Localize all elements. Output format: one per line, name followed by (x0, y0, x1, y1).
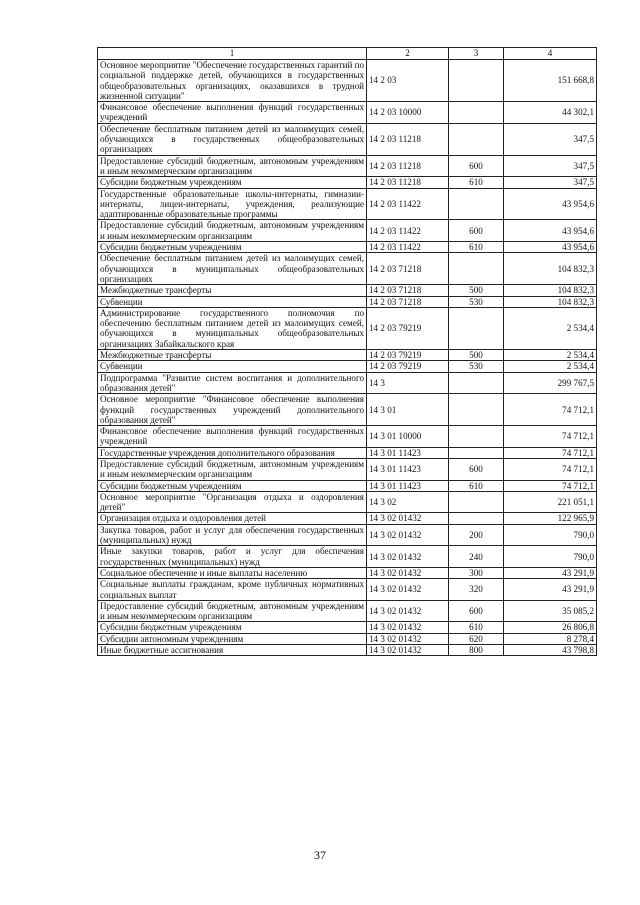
row-name: Предоставление субсидий бюджетным, автономным учреждениям и иным некоммерческим организациям (98, 600, 367, 622)
row-sum: 104 832,3 (504, 285, 597, 296)
table-row (98, 524, 597, 546)
table-row (98, 285, 597, 296)
table-row (98, 60, 597, 102)
row-code: 14 3 01 (367, 394, 449, 426)
row-sum: 74 712,1 (504, 426, 597, 448)
row-code: 14 2 03 11422 (367, 188, 449, 220)
row-sum: 43 954,6 (504, 188, 597, 220)
row-type (449, 426, 504, 448)
row-code: 14 3 (367, 372, 449, 394)
row-code: 14 2 03 71218 (367, 253, 449, 285)
row-code: 14 3 01 11423 (367, 447, 449, 458)
header-col-1: 1 (98, 48, 367, 60)
row-sum: 221 051,1 (504, 491, 597, 513)
row-type (449, 372, 504, 394)
table-row (98, 372, 597, 394)
row-name: Субвенции (98, 296, 367, 307)
row-name: Администрирование государственного полномочия по обеспечению бесплатным питанием детей из малоимущих семей, обучающихся в муниципальных общеобразовательных организациях Забайкальского края (98, 307, 367, 349)
page-number: 37 (314, 848, 326, 862)
row-name: Иные бюджетные ассигнования (98, 645, 367, 656)
row-code: 14 3 02 01432 (367, 524, 449, 546)
table-row (98, 480, 597, 491)
row-code: 14 3 02 01432 (367, 567, 449, 578)
row-sum: 43 798,8 (504, 645, 597, 656)
row-sum: 299 767,5 (504, 372, 597, 394)
row-sum: 790,0 (504, 524, 597, 546)
row-sum: 35 085,2 (504, 600, 597, 622)
row-type: 600 (449, 220, 504, 242)
row-type: 600 (449, 600, 504, 622)
row-code: 14 2 03 79219 (367, 350, 449, 361)
table-row (98, 579, 597, 601)
row-sum: 43 954,6 (504, 220, 597, 242)
row-type: 610 (449, 480, 504, 491)
row-sum: 26 806,8 (504, 622, 597, 633)
row-code: 14 2 03 71218 (367, 285, 449, 296)
row-sum: 347,5 (504, 177, 597, 188)
table-row (98, 155, 597, 177)
row-type: 620 (449, 633, 504, 644)
table-row (98, 307, 597, 349)
row-type (449, 447, 504, 458)
row-code: 14 2 03 79219 (367, 361, 449, 372)
row-type (449, 123, 504, 155)
row-sum: 122 965,9 (504, 513, 597, 524)
row-code: 14 2 03 71218 (367, 296, 449, 307)
row-type: 200 (449, 524, 504, 546)
row-code: 14 3 02 01432 (367, 645, 449, 656)
row-name: Финансовое обеспечение выполнения функций государственных учреждений (98, 102, 367, 124)
row-name: Иные закупки товаров, работ и услуг для обеспечения государственных (муниципальных) нужд (98, 546, 367, 568)
header-col-4: 4 (504, 48, 597, 60)
row-code: 14 2 03 11422 (367, 242, 449, 253)
table-row (98, 296, 597, 307)
row-type: 800 (449, 645, 504, 656)
table-row (98, 447, 597, 458)
row-name: Предоставление субсидий бюджетным, автономным учреждениям и иным некоммерческим организациям (98, 220, 367, 242)
row-type: 500 (449, 285, 504, 296)
header-col-2: 2 (367, 48, 449, 60)
row-name: Основное мероприятие "Организация отдыха и оздоровления детей" (98, 491, 367, 513)
row-sum: 8 278,4 (504, 633, 597, 644)
row-type: 610 (449, 242, 504, 253)
row-sum: 790,0 (504, 546, 597, 568)
table-row (98, 102, 597, 124)
row-code: 14 2 03 11218 (367, 177, 449, 188)
row-code: 14 3 02 01432 (367, 633, 449, 644)
row-sum: 104 832,3 (504, 253, 597, 285)
row-name: Межбюджетные трансферты (98, 285, 367, 296)
table-row (98, 123, 597, 155)
table-row (98, 645, 597, 656)
row-code: 14 2 03 11218 (367, 123, 449, 155)
row-type (449, 394, 504, 426)
row-sum: 74 712,1 (504, 458, 597, 480)
row-sum: 43 291,9 (504, 579, 597, 601)
row-code: 14 3 02 01432 (367, 579, 449, 601)
row-type: 530 (449, 361, 504, 372)
row-code: 14 3 02 01432 (367, 622, 449, 633)
row-name: Межбюджетные трансферты (98, 350, 367, 361)
row-name: Обеспечение бесплатным питанием детей из малоимущих семей, обучающихся в муниципальных общеобразовательных организациях (98, 253, 367, 285)
table-row (98, 567, 597, 578)
row-name: Основное мероприятие "Финансовое обеспечение выполнения функций государственных учреждений дополнительного образования детей" (98, 394, 367, 426)
row-code: 14 2 03 10000 (367, 102, 449, 124)
table-row (98, 633, 597, 644)
row-sum: 2 534,4 (504, 361, 597, 372)
row-name: Субвенции (98, 361, 367, 372)
row-code: 14 3 02 01432 (367, 600, 449, 622)
header-row (98, 48, 597, 60)
row-sum: 104 832,3 (504, 296, 597, 307)
budget-table (97, 47, 597, 656)
row-name: Организация отдыха и оздоровления детей (98, 513, 367, 524)
row-code: 14 3 02 (367, 491, 449, 513)
table-row (98, 622, 597, 633)
row-type: 600 (449, 155, 504, 177)
row-type: 240 (449, 546, 504, 568)
row-type: 530 (449, 296, 504, 307)
row-name: Предоставление субсидий бюджетным, автономным учреждениям и иным некоммерческим организациям (98, 458, 367, 480)
row-type: 610 (449, 177, 504, 188)
header-col-3: 3 (449, 48, 504, 60)
row-name: Субсидии бюджетным учреждениям (98, 480, 367, 491)
row-sum: 43 954,6 (504, 242, 597, 253)
row-sum: 43 291,9 (504, 567, 597, 578)
row-name: Подпрограмма "Развитие систем воспитания и дополнительного образования детей" (98, 372, 367, 394)
row-sum: 74 712,1 (504, 394, 597, 426)
row-sum: 74 712,1 (504, 480, 597, 491)
row-code: 14 3 01 10000 (367, 426, 449, 448)
row-sum: 151 668,8 (504, 60, 597, 102)
row-name: Субсидии автономным учреждениям (98, 633, 367, 644)
row-sum: 2 534,4 (504, 307, 597, 349)
table-row (98, 350, 597, 361)
row-name: Государственные образовательные школы-интернаты, гимназии-интернаты, лицеи-интернаты, учреждения, реализующие адаптированные образовательные программы (98, 188, 367, 220)
row-type (449, 513, 504, 524)
table-row (98, 242, 597, 253)
row-type: 500 (449, 350, 504, 361)
row-type (449, 253, 504, 285)
row-type (449, 491, 504, 513)
row-name: Субсидии бюджетным учреждениям (98, 622, 367, 633)
row-code: 14 2 03 11218 (367, 155, 449, 177)
row-sum: 2 534,4 (504, 350, 597, 361)
row-sum: 74 712,1 (504, 447, 597, 458)
row-type: 610 (449, 622, 504, 633)
row-name: Социальные выплаты гражданам, кроме публичных нормативных социальных выплат (98, 579, 367, 601)
table-row (98, 426, 597, 448)
row-type (449, 102, 504, 124)
row-name: Субсидии бюджетным учреждениям (98, 177, 367, 188)
table-row (98, 188, 597, 220)
row-code: 14 2 03 (367, 60, 449, 102)
table-row (98, 546, 597, 568)
row-type (449, 188, 504, 220)
row-name: Финансовое обеспечение выполнения функций государственных учреждений (98, 426, 367, 448)
row-code: 14 2 03 11422 (367, 220, 449, 242)
row-code: 14 3 01 11423 (367, 480, 449, 491)
row-code: 14 3 02 01432 (367, 546, 449, 568)
row-sum: 347,5 (504, 123, 597, 155)
row-code: 14 2 03 79219 (367, 307, 449, 349)
row-code: 14 3 02 01432 (367, 513, 449, 524)
table-row (98, 220, 597, 242)
table-row (98, 253, 597, 285)
row-sum: 44 302,1 (504, 102, 597, 124)
row-name: Обеспечение бесплатным питанием детей из малоимущих семей, обучающихся в государственных общеобразовательных организациях (98, 123, 367, 155)
row-name: Государственные учреждения дополнительного образования (98, 447, 367, 458)
row-type: 600 (449, 458, 504, 480)
row-type: 300 (449, 567, 504, 578)
row-type: 320 (449, 579, 504, 601)
table-row (98, 491, 597, 513)
table-row (98, 177, 597, 188)
row-name: Основное мероприятие "Обеспечение государственных гарантий по социальной поддержке детей, обучающихся в государственных общеобразовательных организациях, оказавшихся в трудной жизненной ситуации" (98, 60, 367, 102)
table-row (98, 361, 597, 372)
row-name: Субсидии бюджетным учреждениям (98, 242, 367, 253)
row-name: Закупка товаров, работ и услуг для обеспечения государственных (муниципальных) нужд (98, 524, 367, 546)
row-sum: 347,5 (504, 155, 597, 177)
table-row (98, 458, 597, 480)
table-row (98, 600, 597, 622)
table-row (98, 513, 597, 524)
row-type (449, 307, 504, 349)
row-name: Социальное обеспечение и иные выплаты населению (98, 567, 367, 578)
row-type (449, 60, 504, 102)
table-row (98, 394, 597, 426)
row-name: Предоставление субсидий бюджетным, автономным учреждениям и иным некоммерческим организациям (98, 155, 367, 177)
row-code: 14 3 01 11423 (367, 458, 449, 480)
